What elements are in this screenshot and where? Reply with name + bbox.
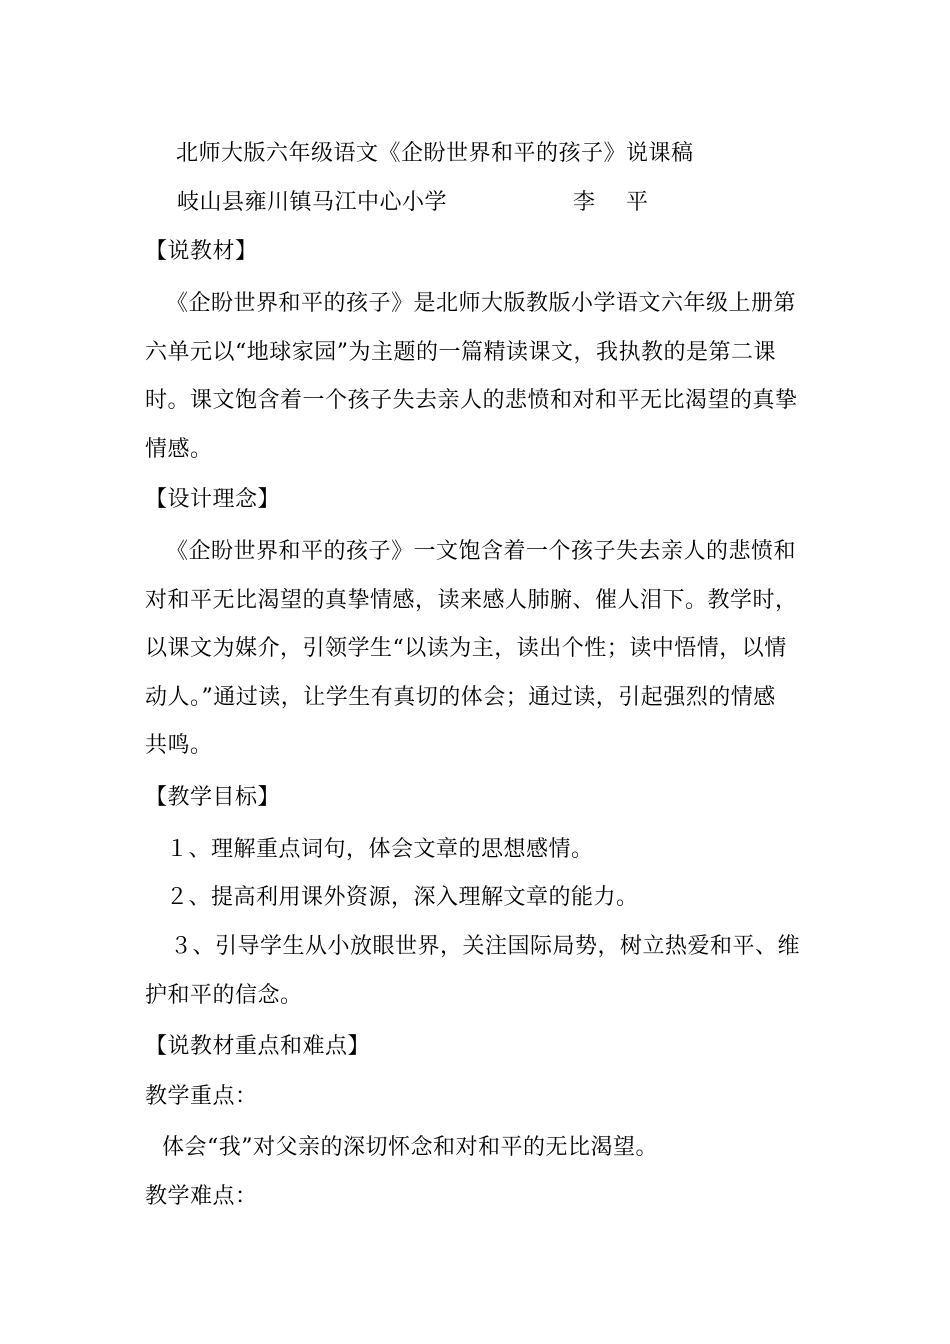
author-name: 李 平 bbox=[573, 190, 660, 215]
paragraph-line: 六单元以“地球家园”为主题的一篇精读课文，我执教的是第二课 bbox=[145, 340, 776, 365]
text-zhongdian: 体会“我”对父亲的深切怀念和对和平的无比渴望。 bbox=[162, 1135, 658, 1160]
section-heading-linian: 【设计理念】 bbox=[145, 487, 281, 512]
paragraph-line: 《企盼世界和平的孩子》是北师大版教版小学语文六年级上册第 bbox=[166, 291, 797, 316]
paragraph-line: 情感。 bbox=[145, 437, 213, 462]
list-item: 护和平的信念。 bbox=[145, 983, 303, 1008]
list-item: ２、提高利用课外资源，深入理解文章的能力。 bbox=[166, 885, 639, 910]
author-school: 岐山县雍川镇马江中心小学 bbox=[177, 190, 448, 215]
paragraph-line: 对和平无比渴望的真挚情感，读来感人肺腑、催人泪下。教学时， bbox=[145, 588, 798, 613]
section-heading-zhongdian: 【说教材重点和难点】 bbox=[145, 1034, 371, 1059]
paragraph-line: 共鸣。 bbox=[145, 733, 213, 758]
paragraph-line: 以课文为媒介，引领学生“以读为主，读出个性；读中悟情，以情 bbox=[145, 636, 787, 661]
paragraph-line: 动人。”通过读，让学生有真切的体会；通过读，引起强烈的情感 bbox=[145, 685, 776, 710]
label-nandian: 教学难点： bbox=[145, 1184, 258, 1209]
section-heading-mubiao: 【教学目标】 bbox=[145, 785, 281, 810]
section-heading-jiaocai: 【说教材】 bbox=[145, 239, 258, 264]
paragraph-line: 时。课文饱含着一个孩子失去亲人的悲愤和对和平无比渴望的真挚 bbox=[145, 388, 798, 413]
list-item: ３、引导学生从小放眼世界，关注国际局势，树立热爱和平、维 bbox=[170, 934, 801, 959]
paragraph-line: 《企盼世界和平的孩子》一文饱含着一个孩子失去亲人的悲愤和 bbox=[166, 539, 797, 564]
label-zhongdian: 教学重点： bbox=[145, 1084, 258, 1109]
document-title: 北师大版六年级语文《企盼世界和平的孩子》说课稿 bbox=[176, 141, 694, 166]
list-item: １、理解重点词句，体会文章的思想感情。 bbox=[166, 837, 594, 862]
